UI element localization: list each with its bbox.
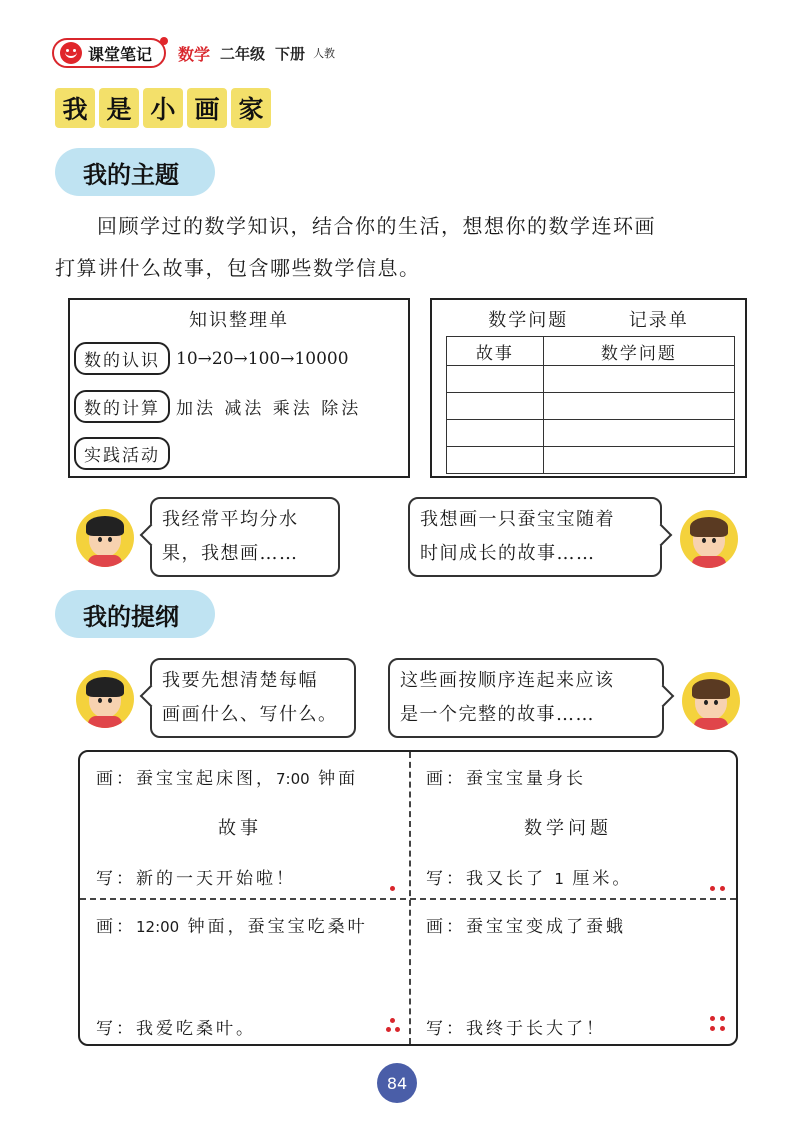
- title-tile: 我: [55, 88, 95, 128]
- knowledge-row: [74, 342, 349, 375]
- record-box: [430, 298, 747, 478]
- dot-icon: [160, 37, 168, 45]
- record-box-title-left: 数学问题: [488, 310, 569, 331]
- header-term: 下册: [275, 44, 306, 63]
- brand-badge: [52, 38, 166, 68]
- speech-bubble: 这些画按顺序连起来应该 是一个完整的故事……: [388, 658, 664, 738]
- record-cell[interactable]: [447, 420, 544, 447]
- record-cell[interactable]: [543, 420, 734, 447]
- title-tile: 家: [231, 88, 271, 128]
- knowledge-box: [68, 298, 410, 478]
- title-tile: 画: [187, 88, 227, 128]
- outline-heading: 我的提纲: [55, 590, 215, 638]
- header-publisher: 人教: [313, 47, 336, 60]
- panel-4-draw: 画：蚕宝宝变成了蚕蛾: [426, 917, 626, 937]
- record-cell[interactable]: [447, 447, 544, 474]
- speech-bubble: 我要先想清楚每幅 画画什么、写什么。: [150, 658, 356, 738]
- boy-avatar: [680, 510, 738, 568]
- knowledge-tag: 数的计算: [74, 390, 170, 423]
- panel-3-draw: 画：12:00 钟面，蚕宝宝吃桑叶: [96, 917, 368, 937]
- intro-line-1: 回顾学过的数学知识，结合你的生活，想想你的数学连环画: [97, 214, 656, 238]
- knowledge-box-title: 知识整理单: [189, 310, 289, 331]
- girl-avatar: [682, 672, 740, 730]
- header-subject: 数学: [178, 44, 211, 64]
- panel-1-draw: 画：蚕宝宝起床图，7:00 钟面: [96, 769, 359, 789]
- intro-paragraph: [55, 205, 755, 289]
- title-tile: 是: [99, 88, 139, 128]
- knowledge-tag: 实践活动: [74, 437, 170, 470]
- brand-name: 课堂笔记: [88, 44, 153, 64]
- section-title: [55, 88, 271, 128]
- page-number: 84: [377, 1063, 417, 1103]
- record-cell[interactable]: [543, 447, 734, 474]
- panel-1-write: 写：新的一天开始啦！: [96, 869, 296, 889]
- record-table: [446, 336, 735, 474]
- outline-grid: [78, 750, 738, 1046]
- record-col-question: 数学问题: [543, 337, 734, 366]
- record-box-title-right: 记录单: [628, 310, 689, 331]
- panel-1-label: 故事: [218, 818, 262, 839]
- panel-2-write: 写：我又长了 1 厘米。: [426, 869, 633, 889]
- speech-bubble: 我经常平均分水 果，我想画……: [150, 497, 340, 577]
- panel-4-write: 写：我终于长大了！: [426, 1019, 606, 1039]
- theme-heading: 我的主题: [55, 148, 215, 196]
- header-grade: 二年级: [220, 44, 266, 63]
- knowledge-row: [74, 437, 170, 470]
- knowledge-row: [74, 390, 361, 423]
- knowledge-value: 加法 减法 乘法 除法: [176, 399, 362, 419]
- knowledge-value: 10→20→100→10000: [176, 348, 349, 369]
- panel-3-write: 写：我爱吃桑叶。: [96, 1019, 256, 1039]
- panel-2-label: 数学问题: [524, 818, 612, 839]
- intro-line-2: 打算讲什么故事，包含哪些数学信息。: [55, 256, 421, 280]
- girl-avatar: [76, 670, 134, 728]
- boy-avatar: [76, 509, 134, 567]
- speech-bubble: 我想画一只蚕宝宝随着 时间成长的故事……: [408, 497, 662, 577]
- panel-2-draw: 画：蚕宝宝量身长: [426, 769, 586, 789]
- page-header: [52, 38, 335, 68]
- record-cell[interactable]: [543, 366, 734, 393]
- title-tile: 小: [143, 88, 183, 128]
- record-cell[interactable]: [543, 393, 734, 420]
- smile-icon: [60, 42, 82, 64]
- knowledge-tag: 数的认识: [74, 342, 170, 375]
- record-cell[interactable]: [447, 366, 544, 393]
- record-col-story: 故事: [447, 337, 544, 366]
- record-cell[interactable]: [447, 393, 544, 420]
